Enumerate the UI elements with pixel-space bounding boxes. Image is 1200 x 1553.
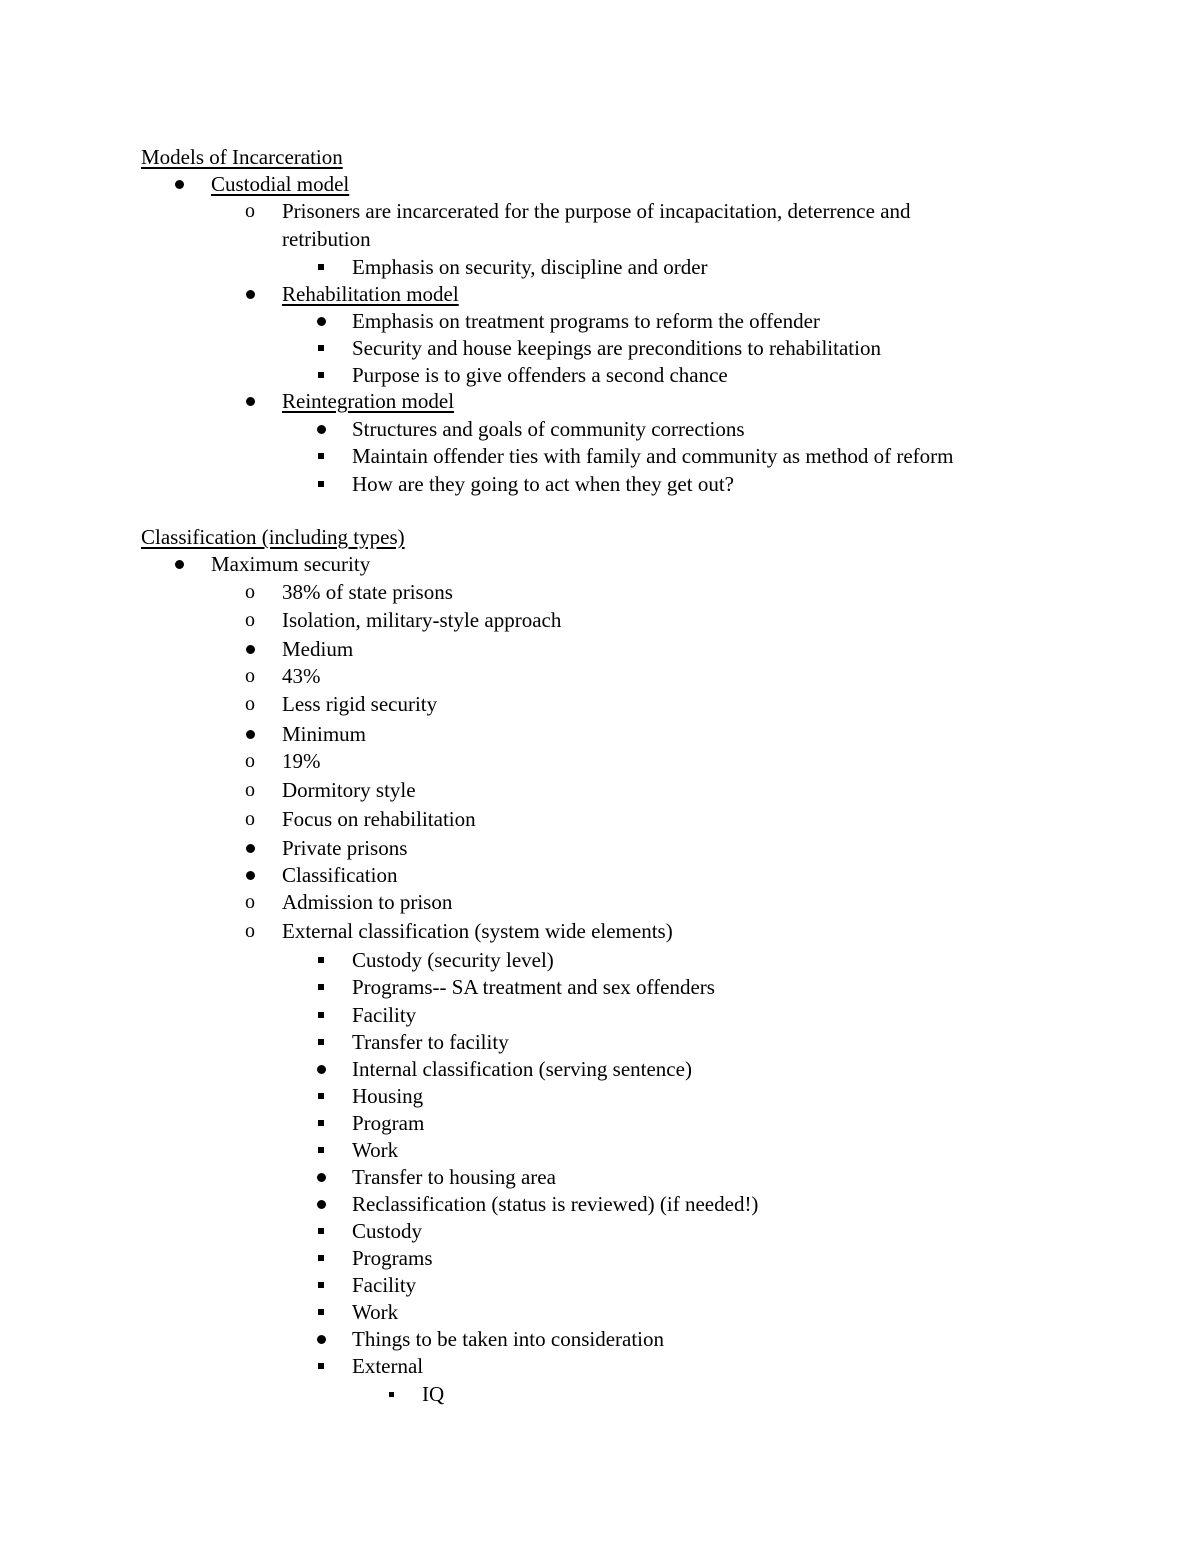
list-item [0, 1380, 1200, 1408]
list-item-text: 38% of state prisons [282, 580, 453, 604]
list-item [0, 805, 1200, 833]
list-item-text: Custody [352, 1219, 423, 1243]
list-item-text: Custody (security level) [352, 948, 554, 972]
list-item [0, 442, 1200, 470]
bullet-disc-icon [175, 560, 184, 569]
bullet-circle-icon: o [245, 200, 255, 222]
list-item-text: Admission to prison [282, 890, 453, 914]
list-item-text: Medium [282, 637, 354, 661]
list-item [0, 1244, 1200, 1272]
list-item [0, 1298, 1200, 1326]
list-item [0, 415, 1200, 443]
list-item [0, 1055, 1200, 1083]
list-item-text: Isolation, military-style approach [282, 608, 562, 632]
list-item [0, 1082, 1200, 1110]
bullet-square-icon [389, 1392, 394, 1397]
list-item-text: 43% [282, 664, 321, 688]
bullet-square-icon [318, 1012, 324, 1018]
list-item-text: External classification (system wide elements) [282, 919, 673, 943]
list-item [0, 280, 1200, 308]
list-item-text: Custodial model [211, 172, 350, 196]
bullet-circle-icon: o [245, 891, 255, 913]
list-item [0, 578, 1200, 606]
bullet-disc-icon [317, 1335, 326, 1344]
list-item [0, 635, 1200, 663]
list-item [0, 606, 1200, 634]
bullet-square-icon [318, 1255, 324, 1261]
bullet-square-icon [318, 372, 324, 378]
list-item [0, 1028, 1200, 1056]
list-item-text: Maximum security [211, 552, 371, 576]
list-item [0, 720, 1200, 748]
list-item [0, 225, 1200, 253]
list-item [0, 917, 1200, 945]
bullet-circle-icon: o [245, 581, 255, 603]
bullet-disc-icon [317, 1065, 326, 1074]
list-item [0, 1109, 1200, 1137]
list-item [0, 1352, 1200, 1380]
bullet-square-icon [318, 1147, 324, 1153]
list-item [0, 197, 1200, 225]
list-item [0, 1136, 1200, 1164]
list-item [0, 1217, 1200, 1245]
list-item-text: Dormitory style [282, 778, 416, 802]
list-item [0, 253, 1200, 281]
bullet-square-icon [318, 957, 324, 963]
list-item-text: 19% [282, 749, 321, 773]
list-item-text: Internal classification (serving sentence) [352, 1057, 692, 1081]
bullet-disc-icon [317, 317, 326, 326]
bullet-disc-icon [175, 180, 184, 189]
bullet-circle-icon: o [245, 808, 255, 830]
bullet-square-icon [318, 1120, 324, 1126]
list-item-text: Programs [352, 1246, 433, 1270]
list-item [0, 834, 1200, 862]
list-item [0, 861, 1200, 889]
bullet-square-icon [318, 481, 324, 487]
bullet-disc-icon [246, 645, 255, 654]
list-item-text: Reclassification (status is reviewed) (if needed!) [352, 1192, 759, 1216]
bullet-square-icon [318, 1363, 324, 1369]
bullet-circle-icon: o [245, 750, 255, 772]
bullet-disc-icon [246, 844, 255, 853]
section-heading-text: Classification (including types) [141, 525, 405, 549]
list-item-text: Emphasis on security, discipline and order [352, 255, 708, 279]
list-item [0, 776, 1200, 804]
list-item-text: Work [352, 1138, 399, 1162]
list-item-text: Purpose is to give offenders a second chance [352, 363, 728, 387]
list-item-text: Private prisons [282, 836, 408, 860]
list-item-text: Emphasis on treatment programs to reform the offender [352, 309, 820, 333]
list-item-text: Less rigid security [282, 692, 438, 716]
list-item-text: retribution [282, 227, 371, 251]
list-item-text: Program [352, 1111, 425, 1135]
list-item [0, 334, 1200, 362]
list-item [0, 170, 1200, 198]
section-heading-text: Models of Incarceration [141, 145, 343, 169]
bullet-square-icon [318, 1282, 324, 1288]
list-item-text: Transfer to facility [352, 1030, 509, 1054]
list-item-text: External [352, 1354, 424, 1378]
bullet-square-icon [318, 984, 324, 990]
list-item-text: Classification [282, 863, 398, 887]
bullet-square-icon [318, 1039, 324, 1045]
list-item-text: How are they going to act when they get out? [352, 472, 734, 496]
bullet-square-icon [318, 1309, 324, 1315]
list-item [0, 973, 1200, 1001]
list-item [0, 690, 1200, 718]
bullet-disc-icon [317, 1173, 326, 1182]
bullet-square-icon [318, 264, 324, 270]
list-item-text: Minimum [282, 722, 367, 746]
list-item [0, 946, 1200, 974]
list-item [0, 470, 1200, 498]
list-item-text: Rehabilitation model [282, 282, 459, 306]
list-item-text: Work [352, 1300, 399, 1324]
list-item [0, 550, 1200, 578]
list-item-text: IQ [422, 1382, 445, 1406]
bullet-circle-icon: o [245, 693, 255, 715]
list-item-text: Focus on rehabilitation [282, 807, 476, 831]
list-item-text: Security and house keepings are preconditions to rehabilitation [352, 336, 881, 360]
bullet-disc-icon [317, 425, 326, 434]
list-item-text: Transfer to housing area [352, 1165, 556, 1189]
list-item-text: Structures and goals of community corrections [352, 417, 745, 441]
list-item-text: Things to be taken into consideration [352, 1327, 665, 1351]
list-item [0, 662, 1200, 690]
list-item-text: Facility [352, 1003, 417, 1027]
list-item-text: Maintain offender ties with family and community as method of reform [352, 444, 954, 468]
bullet-disc-icon [246, 871, 255, 880]
list-item [0, 387, 1200, 415]
list-item-text: Facility [352, 1273, 417, 1297]
bullet-square-icon [318, 453, 324, 459]
bullet-square-icon [318, 345, 324, 351]
bullet-circle-icon: o [245, 779, 255, 801]
bullet-disc-icon [246, 290, 255, 299]
bullet-square-icon [318, 1228, 324, 1234]
bullet-disc-icon [317, 1200, 326, 1209]
list-item-text: Reintegration model [282, 389, 455, 413]
list-item [0, 1271, 1200, 1299]
bullet-circle-icon: o [245, 920, 255, 942]
list-item-text: Prisoners are incarcerated for the purpose of incapacitation, deterrence and [282, 199, 911, 223]
bullet-disc-icon [246, 730, 255, 739]
bullet-circle-icon: o [245, 665, 255, 687]
list-item-text: Housing [352, 1084, 424, 1108]
list-item [0, 307, 1200, 335]
list-item [0, 888, 1200, 916]
list-item [0, 1001, 1200, 1029]
section-heading [141, 143, 343, 171]
section-heading [141, 523, 405, 551]
list-item [0, 361, 1200, 389]
list-item [0, 1163, 1200, 1191]
list-item [0, 1325, 1200, 1353]
list-item [0, 747, 1200, 775]
bullet-disc-icon [246, 397, 255, 406]
list-item [0, 1190, 1200, 1218]
bullet-square-icon [318, 1093, 324, 1099]
list-item-text: Programs-- SA treatment and sex offenders [352, 975, 715, 999]
bullet-circle-icon: o [245, 609, 255, 631]
